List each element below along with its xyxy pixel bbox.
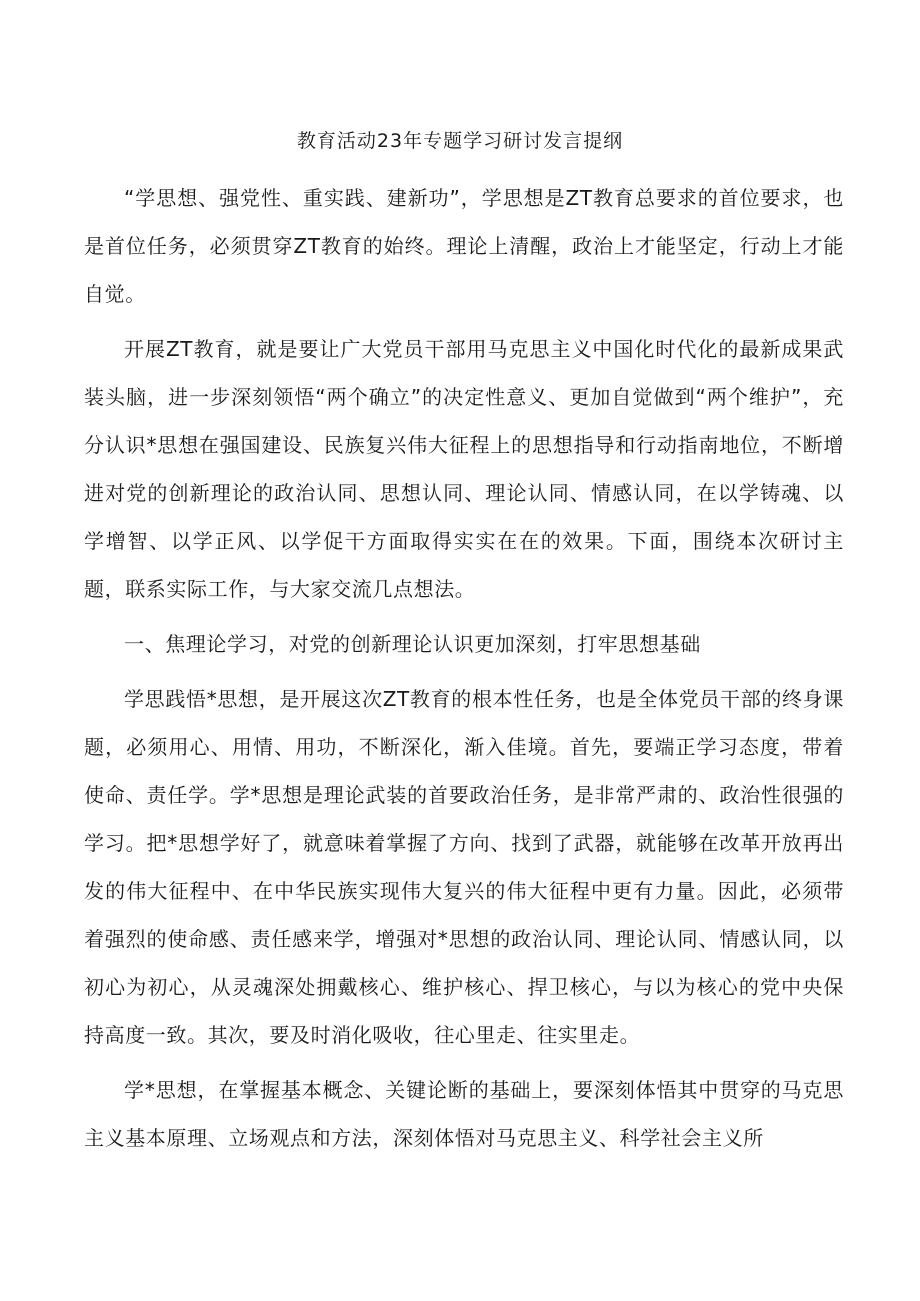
- document-title: 教育活动23年专题学习研讨发言提纲: [296, 130, 624, 152]
- paragraph-section-1-continued: 学*思想，在掌握基本概念、关键论断的基础上，要深刻体悟其中贯穿的马克思主义基本原理、立场观点和方法，深刻体悟对马克思主义、科学社会主义所: [84, 1078, 844, 1150]
- paragraph-background: 开展ZT教育，就是要让广大党员干部用马克思主义中国化时代化的最新成果武装头脑，进一步深刻领悟“两个确立”的决定性意义、更加自觉做到“两个维护”，充分认识*思想在强国建设、民族复兴伟大征程上的思想指导和行动指南地位，不断增进对党的创新理论的政治认同、思想认同、理论认同、情感认同，在以学铸魂、以学增智、以学正风、以学促干方面取得实实在在的效果。下面，围绕本次研讨主题，联系实际工作，与大家交流几点想法。: [84, 337, 844, 601]
- document-body: [84, 174, 844, 1169]
- paragraph-intro: “学思想、强党性、重实践、建新功”，学思想是ZT教育总要求的首位要求，也是首位任务，必须贯穿ZT教育的始终。理论上清醒，政治上才能坚定，行动上才能自觉。: [84, 186, 844, 306]
- section-heading-1: 一、焦理论学习，对党的创新理论认识更加深刻，打牢思想基础: [124, 632, 701, 656]
- paragraph-section-1-body: 学思践悟*思想，是开展这次ZT教育的根本性任务，也是全体党员干部的终身课题，必须用心、用情、用功，不断深化，渐入佳境。首先，要端正学习态度，带着使命、责任学。学*思想是理论武装的首要政治任务，是非常严肃的、政治性很强的学习。把*思想学好了，就意味着掌握了方向、找到了武器，就能够在改革开放再出发的伟大征程中、在中华民族实现伟大复兴的伟大征程中更有力量。因此，必须带着强烈的使命感、责任感来学，增强对*思想的政治认同、理论认同、情感认同，以初心为初心，从灵魂深处拥戴核心、维护核心、捍卫核心，与以为核心的党中央保持高度一致。其次，要及时消化吸收，往心里走、往实里走。: [84, 687, 844, 1047]
